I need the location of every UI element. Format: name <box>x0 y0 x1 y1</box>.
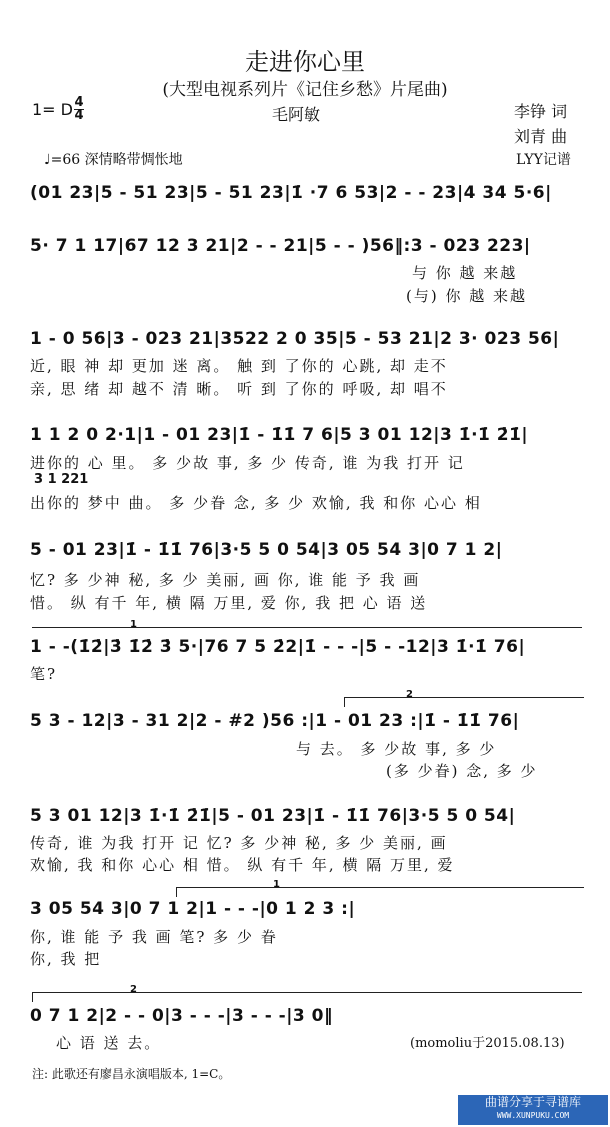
singer: 毛阿敏 <box>272 105 321 124</box>
score-row-5-notes: 5 - 01 23|1̇ - 1̇1̇ 76|3·5 5 0 54|3 05 54 3|0 7 1 2| <box>30 540 503 560</box>
volta-line-2a <box>344 697 584 698</box>
transcriber: LYY记谱 <box>516 152 571 168</box>
time-bottom: 4 <box>74 108 84 123</box>
score-row-5-lyrics-2: 惜。 纵 有千 年, 横 隔 万里, 爱 你, 我 把 心 语 送 <box>30 594 428 612</box>
volta-bracket-2b <box>32 992 33 1002</box>
score-row-7-lyrics-2: (多 少眷) 念, 多 少 <box>386 762 538 780</box>
volta-line-1b <box>176 887 584 888</box>
volta-bracket-1b <box>176 887 177 897</box>
volta-bracket-2a <box>344 697 345 707</box>
time-signature <box>74 97 84 122</box>
lyricist: 李铮 词 <box>514 102 568 121</box>
score-row-7-notes: 5 3 - 12|3 - 31 2|2 - #2 )56 :|1 - 01 23 :|1̇ - 1̇1̇ 76| <box>30 711 520 731</box>
score-row-8-notes: 5 3 01 12|3 1̇·1̇ 2̇1̇|5 - 01 23|1̇ - 1̇1̇ 76|3·5 5 0 54| <box>30 806 516 826</box>
score-row-7-lyrics-1: 与 去。 多 少故 事, 多 少 <box>296 740 497 758</box>
key-signature: 1= D <box>32 100 73 119</box>
watermark-badge[interactable] <box>458 1095 608 1125</box>
score-row-4-alt-notes: 3 1 221 <box>34 472 89 487</box>
score-row-1-notes: (01 23|5 - 51 23|5 - 51 23|1̇ ·7 6 53|2 - - 23|4 34 5·6| <box>30 183 552 203</box>
score-row-3-lyrics-1: 近, 眼 神 却 更加 迷 离。 触 到 了你的 心跳, 却 走不 <box>30 357 448 375</box>
score-row-10-lyrics-1: 心 语 送 去。 <box>56 1034 162 1052</box>
score-row-9-notes: 3 05 54 3|0 7 1 2|1 - - -|0 1 2 3 :| <box>30 899 356 919</box>
score-row-6-lyrics-1: 笔? <box>30 665 58 683</box>
watermark-line-2: WWW.XUNPUKU.COM <box>496 1111 570 1120</box>
score-row-4-notes: 1 1 2 0 2·1|1 - 01 23|1̇ - 1̇1̇ 7 6|5 3 01 12|3 1̇·1̇ 2̇1̇| <box>30 425 529 445</box>
score-row-6-notes: 1 - -(1̇2̇|3̇ 1̇2̇ 3̇ 5·|76 7 5 2̇2|1̇ - - -|5 - -12|3 1̇·1̇ 76| <box>30 637 526 657</box>
volta-number-1a: 1 <box>130 619 137 630</box>
volta-line-1a <box>32 627 582 628</box>
score-row-8-lyrics-2: 欢愉, 我 和你 心心 相 惜。 纵 有千 年, 横 隔 万里, 爱 <box>30 856 455 874</box>
composer: 刘青 曲 <box>514 127 568 146</box>
score-row-4-lyrics-1: 进你的 心 里。 多 少故 事, 多 少 传奇, 谁 为我 打开 记 <box>30 454 465 472</box>
time-top: 4 <box>74 95 84 110</box>
watermark-line-1: 曲谱分享于寻谱库 <box>484 1095 581 1109</box>
score-row-3-lyrics-2: 亲, 思 绪 却 越不 清 晰。 听 到 了你的 呼吸, 却 唱不 <box>30 380 448 398</box>
volta-number-2b: 2 <box>130 984 137 995</box>
score-row-9-lyrics-1: 你, 谁 能 予 我 画 笔? 多 少 眷 <box>30 928 278 946</box>
footer-note: 注: 此歌还有廖昌永演唱版本, 1=C。 <box>32 1067 231 1081</box>
score-row-2-lyrics-2: (与) 你 越 来越 <box>406 287 528 305</box>
volta-number-1b: 1 <box>273 879 280 890</box>
score-row-8-lyrics-1: 传奇, 谁 为我 打开 记 忆? 多 少神 秘, 多 少 美丽, 画 <box>30 834 448 852</box>
volta-number-2a: 2 <box>406 689 413 700</box>
score-row-9-lyrics-2: 你, 我 把 <box>30 950 102 968</box>
volta-line-2b <box>32 992 582 993</box>
page-subtitle: (大型电视系列片《记住乡愁》片尾曲) <box>162 80 448 100</box>
score-row-10-notes: 0 7 1 2|2 - - 0|3 - - -|3 - - -|3 0‖ <box>30 1006 334 1026</box>
score-row-4-lyrics-2: 出你的 梦中 曲。 多 少眷 念, 多 少 欢愉, 我 和你 心心 相 <box>30 494 482 512</box>
score-row-5-lyrics-1: 忆? 多 少神 秘, 多 少 美丽, 画 你, 谁 能 予 我 画 <box>30 571 421 589</box>
score-row-3-notes: 1 - 0 56|3 - 023 21|3522 2 0 35|5 - 53 21|2 3· 023 56| <box>30 329 560 349</box>
tempo-marking: ♩=66 深情略带惆怅地 <box>44 152 183 168</box>
transcription-signature: (momoliu于2015.08.13) <box>410 1036 565 1051</box>
score-row-2-notes: 5· 7 1 17|67 12 3 21|2 - - 21|5 - - )56‖:3 - 023 223| <box>30 236 531 256</box>
page-title: 走进你心里 <box>245 48 365 76</box>
score-row-2-lyrics-1: 与 你 越 来越 <box>412 264 518 282</box>
